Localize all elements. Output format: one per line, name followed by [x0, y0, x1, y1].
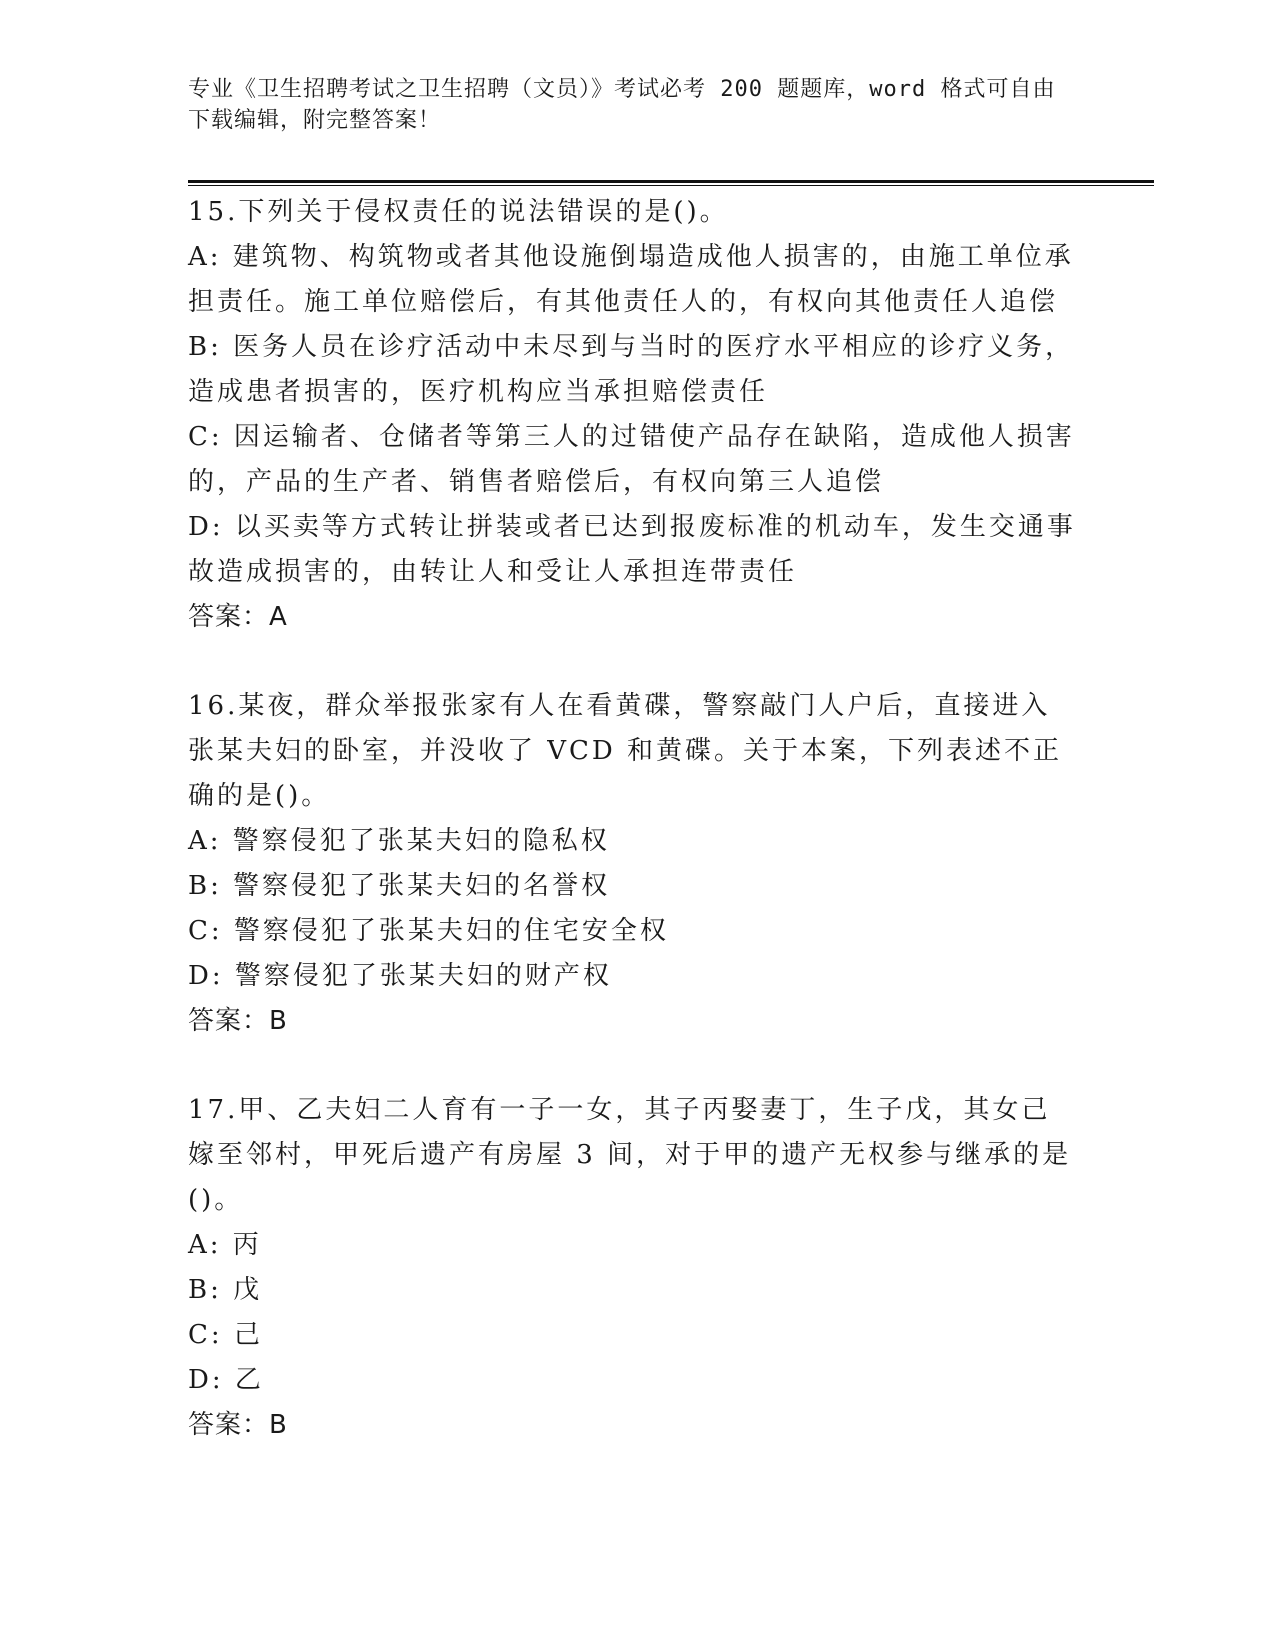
question-stem: 16.某夜，群众举报张家有人在看黄碟，警察敲门人户后，直接进入张某夫妇的卧室，并没收了 VCD 和黄碟。关于本案，下列表述不正确的是()。 [188, 691, 1063, 811]
header-divider-thick [188, 180, 1154, 183]
question-stem: 17.甲、乙夫妇二人育有一子一女，其子丙娶妻丁，生子戊，其女己嫁至邻村，甲死后遗产有房屋 3 间，对于甲的遗产无权参与继承的是()。 [188, 1095, 1072, 1215]
option-d: D: 以买卖等方式转让拼装或者已达到报废标准的机动车，发生交通事故造成损害的，由转让人和受让人承担连带责任 [188, 512, 1076, 587]
question-17 [188, 1088, 1078, 1448]
question-spacer [188, 1044, 1078, 1088]
option-c: C: 己 [188, 1320, 263, 1350]
question-list [188, 190, 1078, 1448]
header-divider-thin [188, 185, 1154, 186]
option-a: A: 建筑物、构筑物或者其他设施倒塌造成他人损害的，由施工单位承担责任。施工单位赔偿后，有其他责任人的，有权向其他责任人追偿 [188, 242, 1074, 317]
option-b: B: 戊 [188, 1275, 263, 1305]
answer: 答案：B [188, 1410, 288, 1440]
option-a: A: 警察侵犯了张某夫妇的隐私权 [188, 826, 610, 856]
option-c: C: 因运输者、仓储者等第三人的过错使产品存在缺陷，造成他人损害的，产品的生产者、销售者赔偿后，有权向第三人追偿 [188, 422, 1075, 497]
option-c: C: 警察侵犯了张某夫妇的住宅安全权 [188, 916, 669, 946]
question-spacer [188, 640, 1078, 684]
question-15 [188, 190, 1078, 640]
answer: 答案：B [188, 1006, 288, 1036]
answer: 答案：A [188, 602, 288, 632]
document-header: 专业《卫生招聘考试之卫生招聘（文员）》考试必考 200 题题库，word 格式可自由下载编辑，附完整答案！ [188, 77, 1056, 133]
option-a: A: 丙 [188, 1230, 262, 1260]
option-d: D: 乙 [188, 1365, 264, 1395]
option-b: B: 医务人员在诊疗活动中未尽到与当时的医疗水平相应的诊疗义务，造成患者损害的，医疗机构应当承担赔偿责任 [188, 332, 1075, 407]
option-b: B: 警察侵犯了张某夫妇的名誉权 [188, 871, 611, 901]
question-stem: 15.下列关于侵权责任的说法错误的是()。 [188, 197, 729, 227]
question-16 [188, 684, 1078, 1044]
option-d: D: 警察侵犯了张某夫妇的财产权 [188, 961, 612, 991]
